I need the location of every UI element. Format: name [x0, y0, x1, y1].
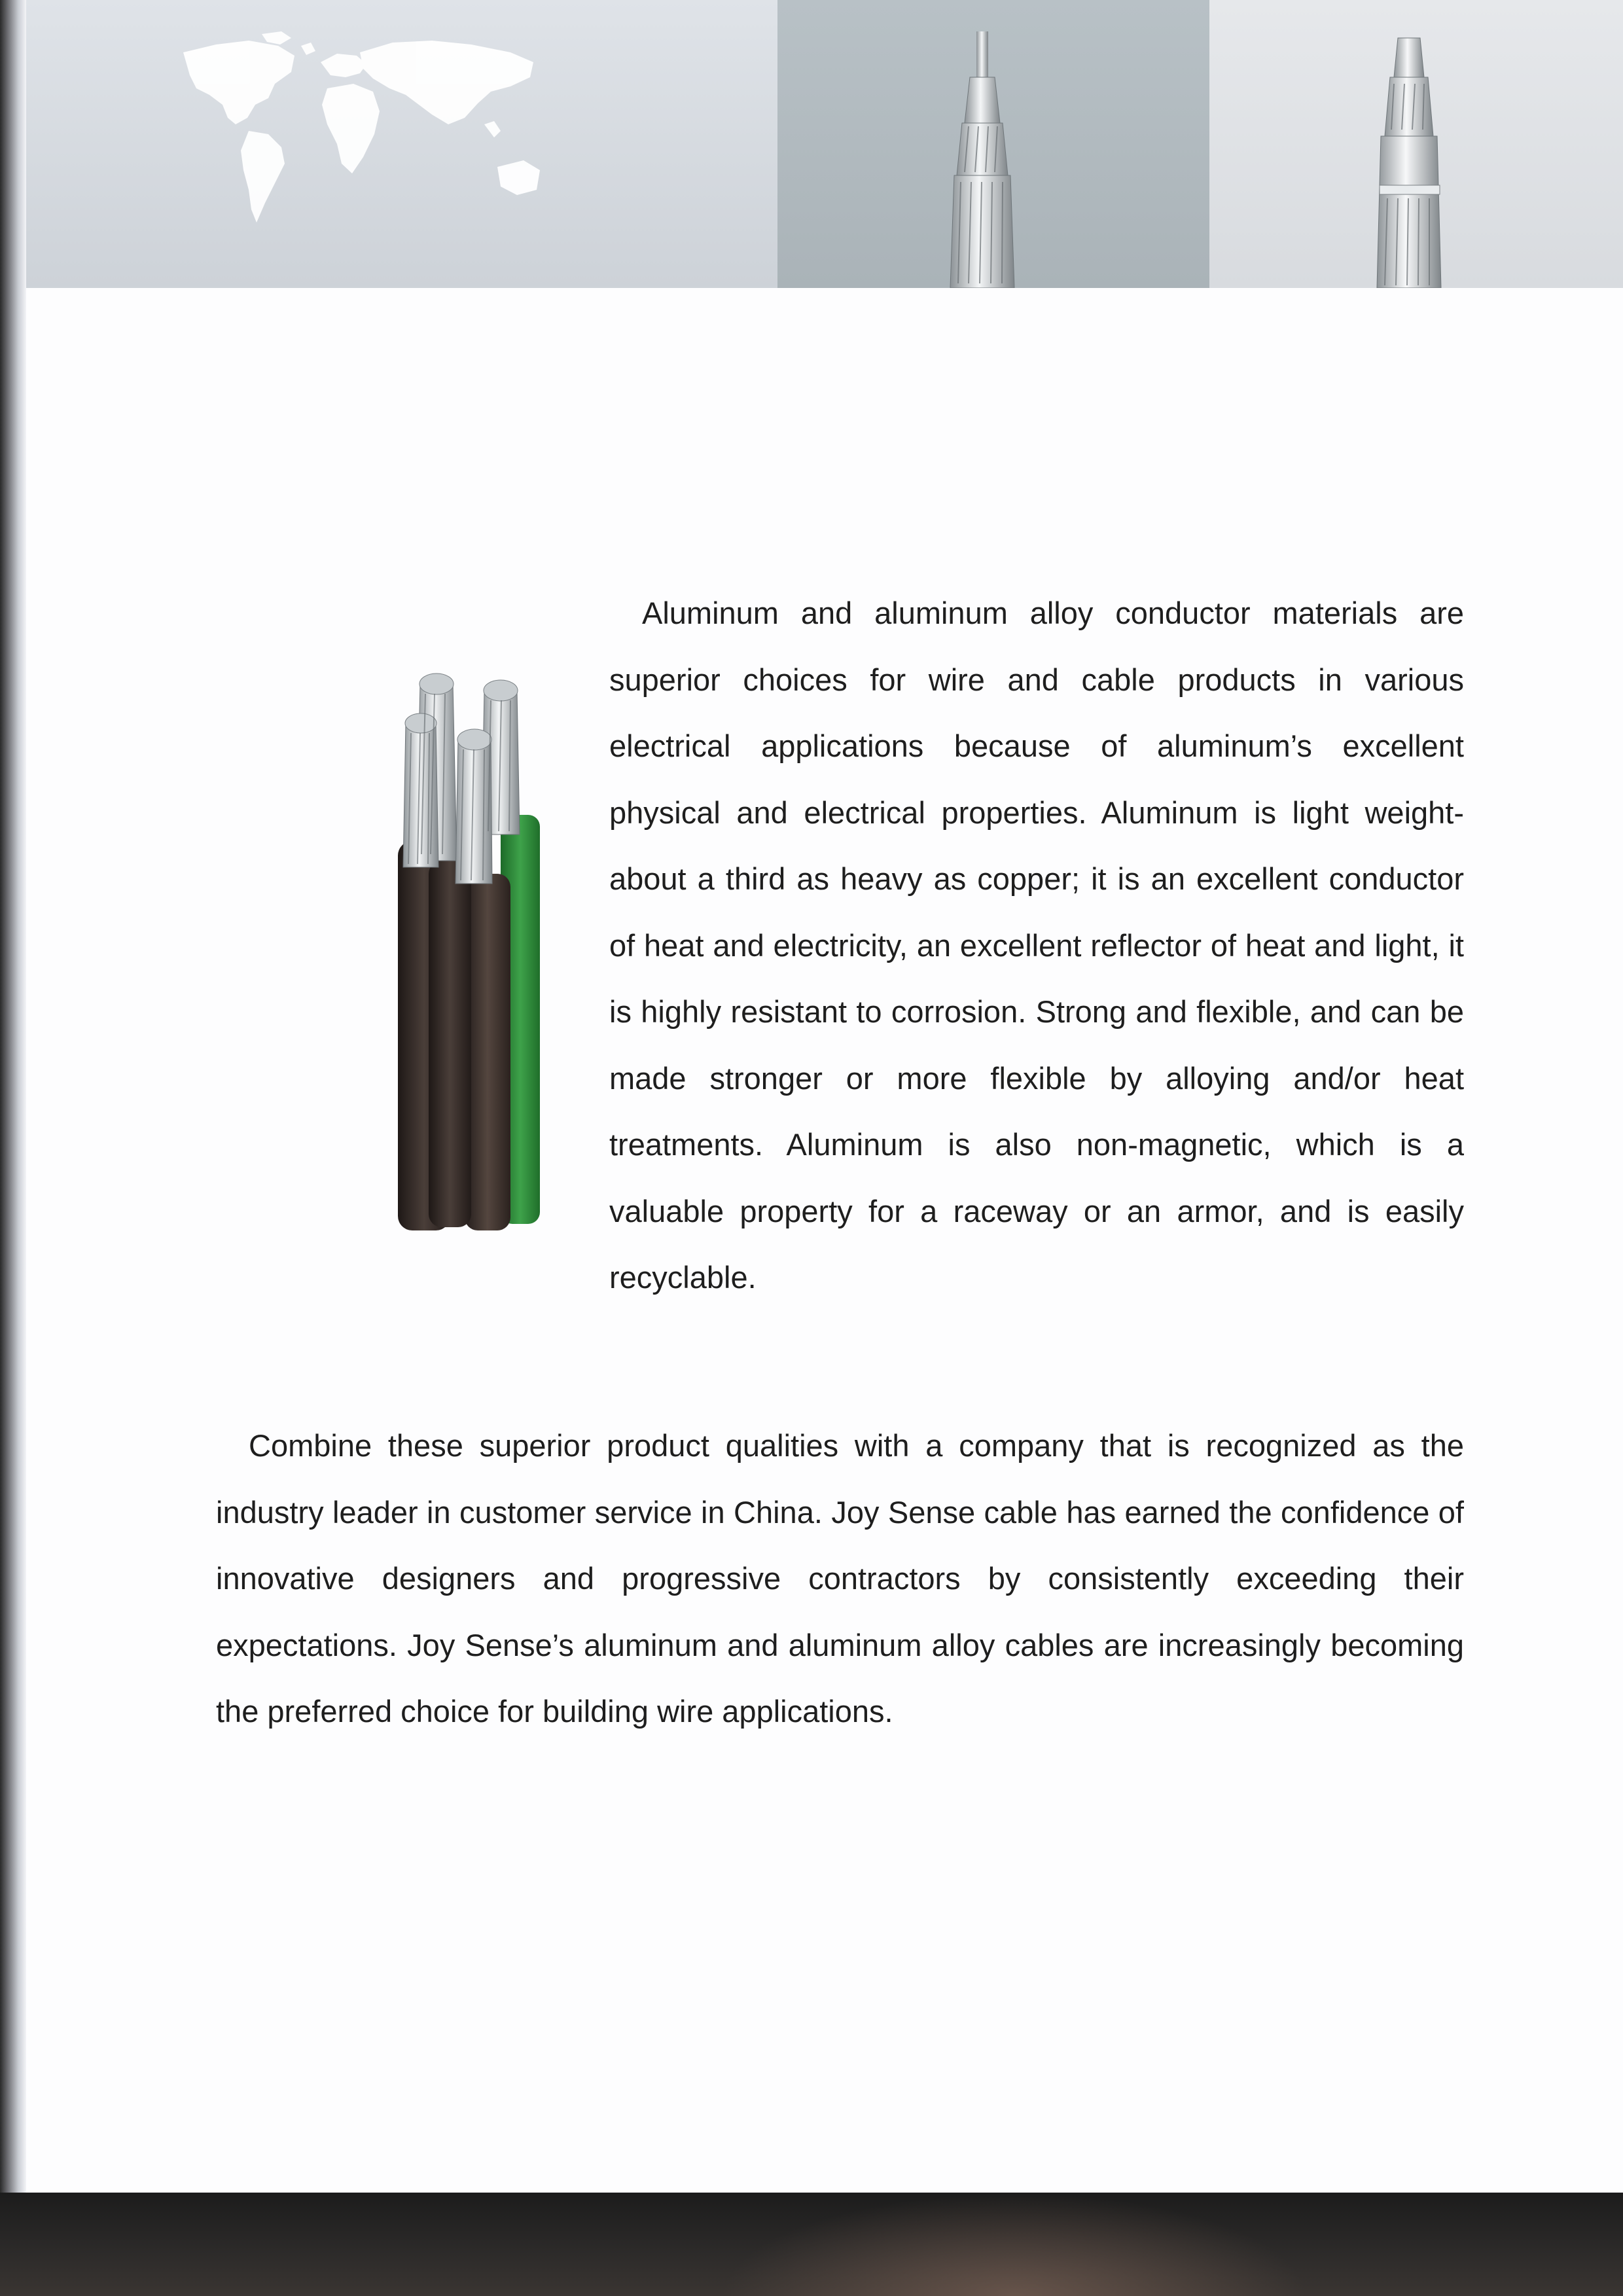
stranded-conductor-icon	[929, 31, 1041, 288]
header-banner	[26, 0, 1623, 288]
cable-illustration	[393, 664, 550, 1237]
stranded-conductor-icon	[1355, 31, 1466, 288]
world-map-icon	[170, 26, 550, 229]
company-paragraph: Combine these superior product qualities with a company that is recognized as the industry leader in customer service in China. Joy Sense cable has earned the confidence of innovative designers and progressive contractors by consistently exceeding their expectations. Joy Sense’s aluminum and aluminum alloy cables are increasingly becoming the preferred choice for building wire applications.	[216, 1428, 1464, 1729]
intro-paragraph: Aluminum and aluminum alloy conductor materials are superior choices for wire and cable products in various electrical applications because of aluminum’s excellent physical and electrical properties. Aluminum is light weight-about a third as heavy as copper; it is an excellent conductor of heat and electricity, an excellent reflector of heat and light, it is highly resistant to corrosion. Strong and flexible, and can be made stronger or more flexible by alloying and/or heat treatments. Aluminum is also non-magnetic, which is a valuable property for a raceway or an armor, and is easily recyclable.	[609, 596, 1464, 1295]
header-panel-map	[26, 0, 777, 288]
binding-shadow	[0, 0, 26, 2296]
bottom-scan-glow	[720, 2193, 1309, 2296]
